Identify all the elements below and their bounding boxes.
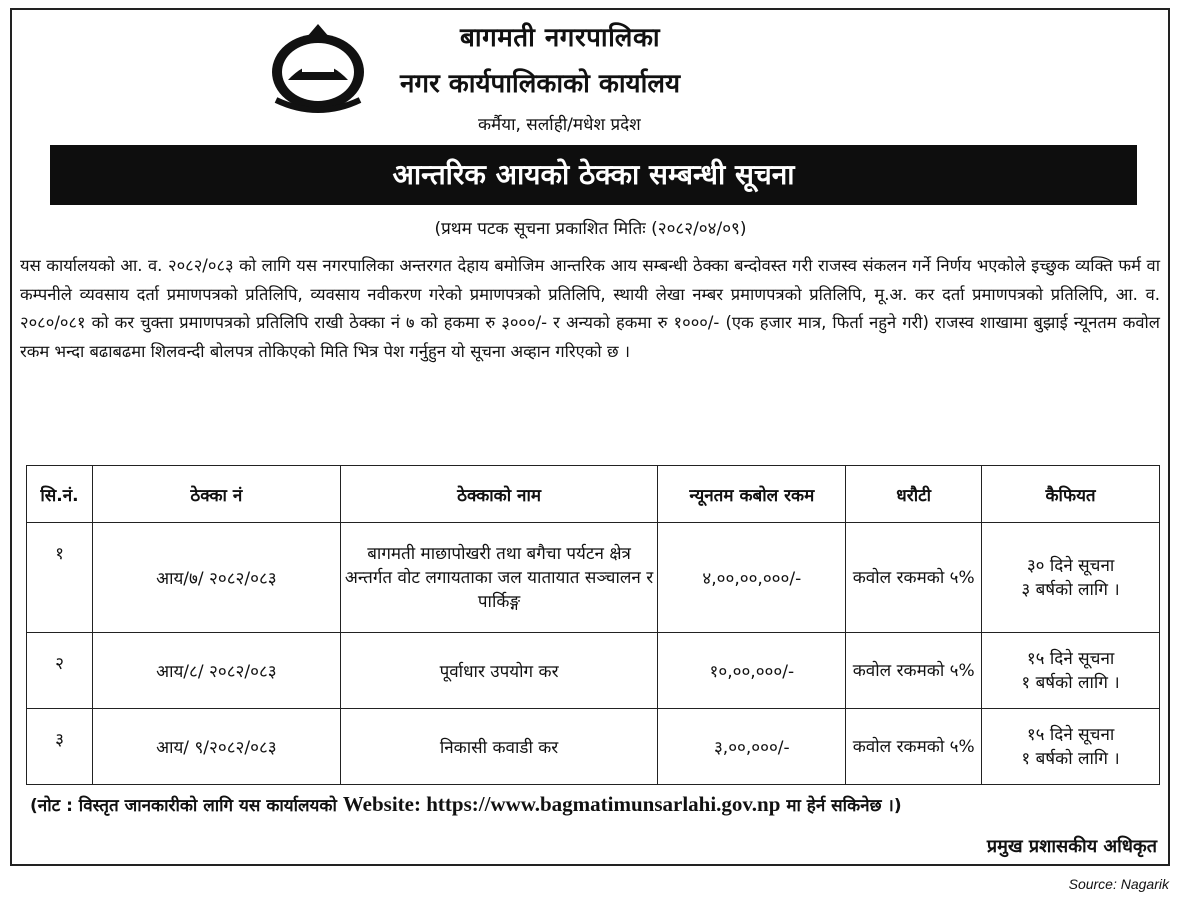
- cell-remarks: [982, 709, 1160, 785]
- cell-contract-no: आय/ ९/२०८२/०८३: [92, 709, 340, 785]
- remarks-duration: १ बर्षको लागि ।: [1021, 748, 1120, 769]
- cell-deposit: कवोल रकमको ५%: [846, 633, 982, 709]
- cell-min-bid: ४,००,००,०००/-: [658, 523, 846, 633]
- cell-remarks: [982, 523, 1160, 633]
- table-row: [27, 523, 1160, 633]
- cell-remarks: [982, 633, 1160, 709]
- remarks-notice-days: ३० दिने सूचना: [1026, 555, 1115, 576]
- note-website: Website: https://www.bagmatimunsarlahi.gov.np: [342, 792, 781, 816]
- cell-contract-name: पूर्वाधार उपयोग कर: [340, 633, 658, 709]
- table-row: [27, 633, 1160, 709]
- header-sn: सि.नं.: [27, 466, 93, 523]
- note-line: [30, 792, 902, 817]
- cell-sn: ३: [27, 709, 93, 785]
- table-row: [27, 709, 1160, 785]
- government-emblem-icon: [258, 20, 378, 118]
- table-header-row: [27, 466, 1160, 523]
- cell-contract-name: बागमती माछापोखरी तथा बगैचा पर्यटन क्षेत्र अन्तर्गत वोट लगायताका जल यातायात सञ्चालन र पार्किङ्ग: [340, 523, 658, 633]
- notice-title: आन्तरिक आयको ठेक्का सम्बन्धी सूचना: [50, 145, 1137, 205]
- notice-body: यस कार्यालयको आ. व. २०८२/०८३ को लागि यस नगरपालिका अन्तरगत देहाय बमोजिम आन्तरिक आय सम्बन्धी ठेक्का बन्दोवस्त गरी राजस्व संकलन गर्ने निर्णय भएकोले इच्छुक व्यक्ति फर्म वा कम्पनीले व्यवसाय दर्ता प्रमाणपत्रको प्रतिलिपि, व्यवसाय नवीकरण गरेको प्रमाणपत्रको प्रतिलिपि, स्थायी लेखा नम्बर प्रमाणपत्रको प्रतिलिपि, मू.अ. कर दर्ता प्रमाणपत्रको प्रतिलिपि, आ. व. २०८०/०८१ को कर चुक्ता प्रमाणपत्रको प्रतिलिपि राखी ठेक्का नं ७ को हकमा रु ३०००/- र अन्यको हकमा रु १०००/- (एक हजार मात्र, फिर्ता नहुने गरी) राजस्व शाखामा बुझाई न्यूनतम कवोल रकम भन्दा बढाबढमा शिलवन्दी बोलपत्र तोकिएको मिति भित्र पेश गर्नुहुन यो सूचना अव्हान गरिएको छ ।: [20, 256, 1160, 361]
- cell-deposit: कवोल रकमको ५%: [846, 523, 982, 633]
- cell-contract-name: निकासी कवाडी कर: [340, 709, 658, 785]
- cell-sn: २: [27, 633, 93, 709]
- cell-min-bid: ३,००,०००/-: [658, 709, 846, 785]
- publish-date: (प्रथम पटक सूचना प्रकाशित मितिः (२०८२/०४/०९): [434, 219, 747, 239]
- header-remarks: कैफियत: [982, 466, 1160, 523]
- cell-contract-no: आय/७/ २०८२/०८३: [92, 523, 340, 633]
- header-contract-no: ठेक्का नं: [92, 466, 340, 523]
- source-credit: Source: Nagarik: [1068, 876, 1169, 892]
- signatory: प्रमुख प्रशासकीय अधिकृत: [986, 836, 1157, 857]
- contract-table: [26, 465, 1160, 785]
- office-address: कर्मैया, सर्लाही/मधेश प्रदेश: [478, 115, 641, 135]
- cell-deposit: कवोल रकमको ५%: [846, 709, 982, 785]
- header-contract-name: ठेक्काको नाम: [340, 466, 658, 523]
- cell-sn: १: [27, 523, 93, 633]
- cell-contract-no: आय/८/ २०८२/०८३: [92, 633, 340, 709]
- note-prefix: (नोट : विस्तृत जानकारीको लागि यस कार्यालयको: [30, 796, 337, 816]
- cell-min-bid: १०,००,०००/-: [658, 633, 846, 709]
- remarks-notice-days: १५ दिने सूचना: [1026, 724, 1115, 745]
- remarks-duration: ३ बर्षको लागि ।: [1021, 579, 1120, 600]
- office-name: नगर कार्यपालिकाको कार्यालय: [400, 69, 681, 99]
- header-deposit: धरौटी: [846, 466, 982, 523]
- note-suffix: मा हेर्न सकिनेछ ।): [786, 796, 902, 816]
- org-name: बागमती नगरपालिका: [460, 23, 661, 53]
- remarks-notice-days: १५ दिने सूचना: [1026, 648, 1115, 669]
- remarks-duration: १ बर्षको लागि ।: [1021, 672, 1120, 693]
- header-min-bid: न्यूनतम कबोल रकम: [658, 466, 846, 523]
